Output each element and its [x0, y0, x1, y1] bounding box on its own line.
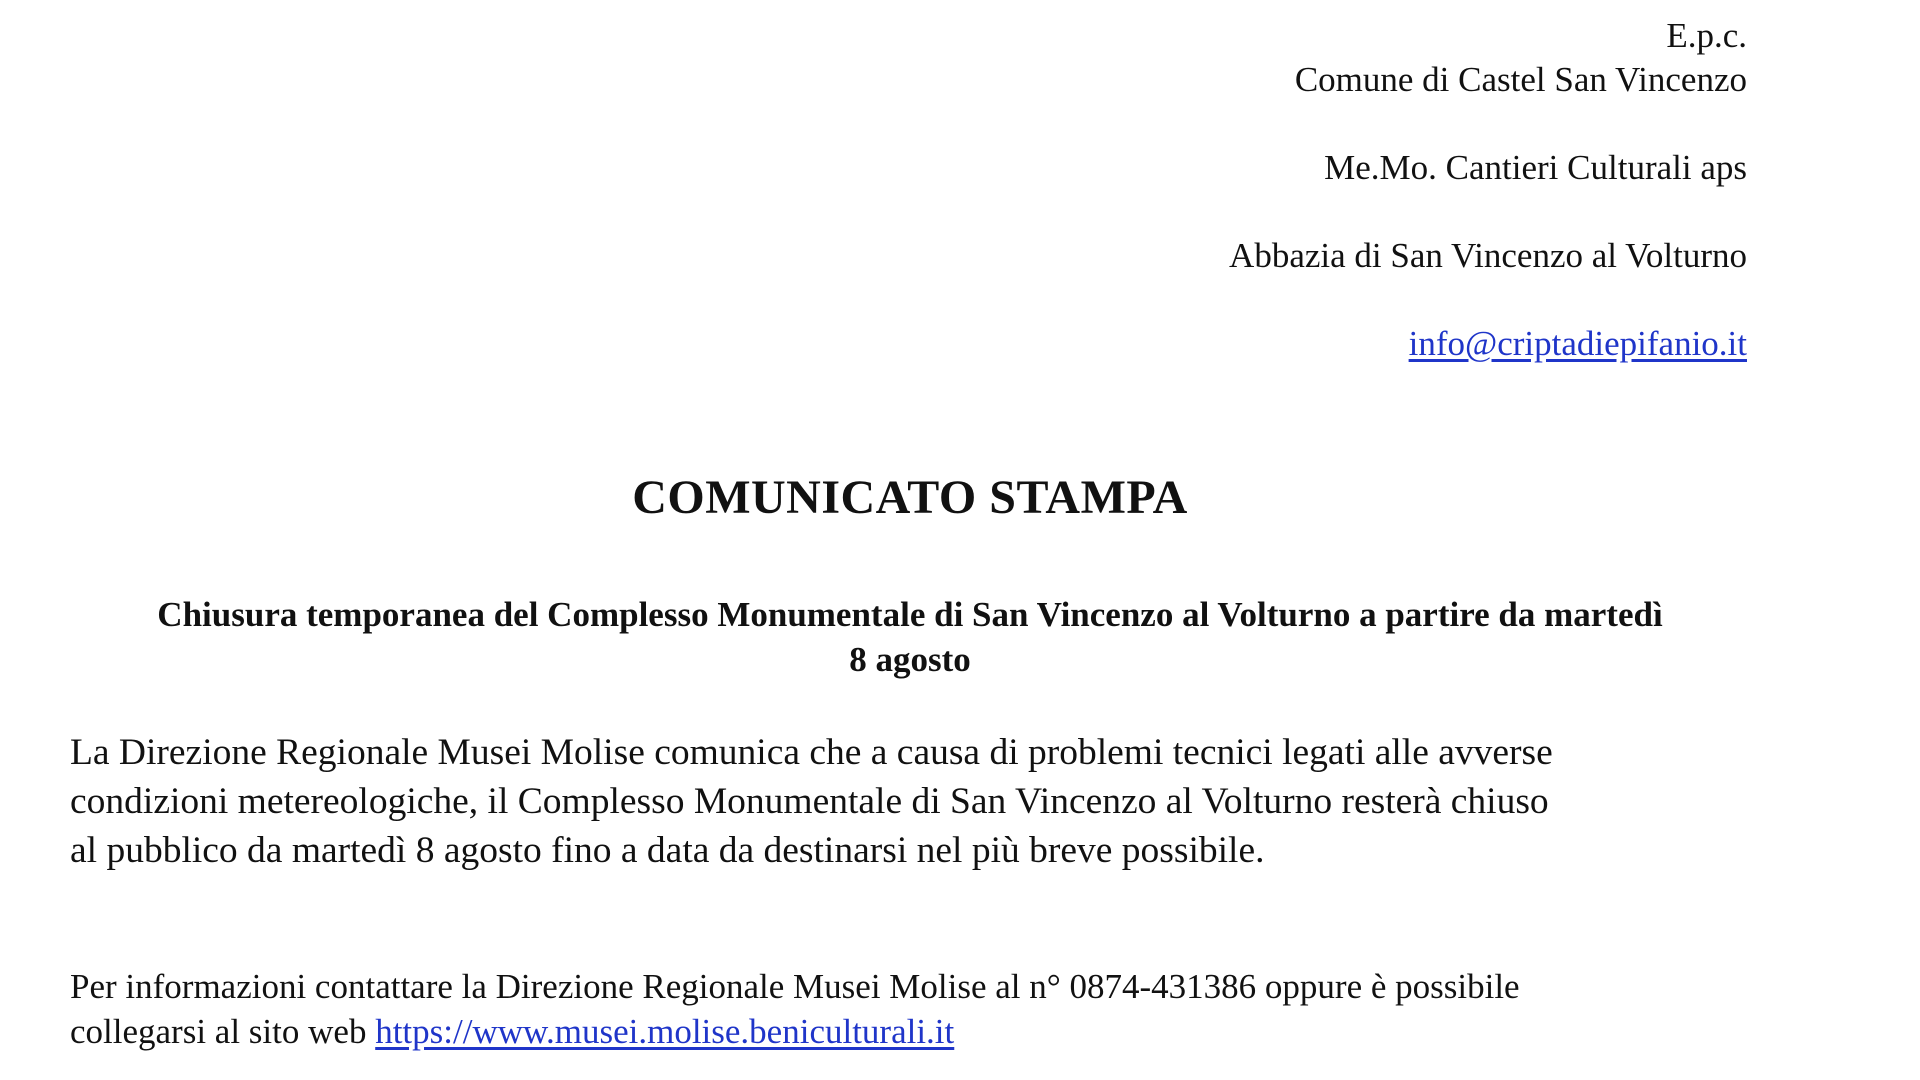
subtitle-line: 8 agosto	[849, 640, 971, 679]
press-release-title: COMUNICATO STAMPA	[632, 471, 1188, 524]
website-link[interactable]: https://www.musei.molise.beniculturali.it	[375, 1012, 955, 1051]
contact-line: Per informazioni contattare la Direzione Regionale Musei Molise al n° 0874-431386 oppure è possibile	[70, 967, 1520, 1006]
recipient-comune: Comune di Castel San Vincenzo	[1294, 60, 1747, 99]
subtitle-line: Chiusura temporanea del Complesso Monumentale di San Vincenzo al Volturno a partire da martedì	[157, 595, 1663, 634]
spacer	[847, 278, 1747, 322]
email-link[interactable]: info@criptadiepifanio.it	[1408, 324, 1747, 363]
press-release-subtitle	[70, 592, 1750, 682]
spacer	[847, 190, 1747, 234]
spacer	[847, 102, 1747, 146]
body-line: La Direzione Regionale Musei Molise comunica che a causa di problemi tecnici legati alle avverse	[70, 732, 1553, 773]
body-line: condizioni metereologiche, il Complesso Monumentale di San Vincenzo al Volturno resterà chiuso	[70, 781, 1549, 822]
recipient-memo: Me.Mo. Cantieri Culturali aps	[1324, 148, 1747, 187]
contact-line-prefix: collegarsi al sito web	[70, 1012, 376, 1051]
epc-label: E.p.c.	[1666, 16, 1747, 55]
body-line: al pubblico da martedì 8 agosto fino a data da destinarsi nel più breve possibile.	[70, 830, 1265, 871]
body-paragraph	[70, 728, 1790, 875]
recipient-abbazia: Abbazia di San Vincenzo al Volturno	[1229, 236, 1747, 275]
contact-paragraph	[70, 964, 1770, 1054]
recipient-block	[847, 14, 1747, 366]
contact-line-2	[70, 1009, 1770, 1054]
